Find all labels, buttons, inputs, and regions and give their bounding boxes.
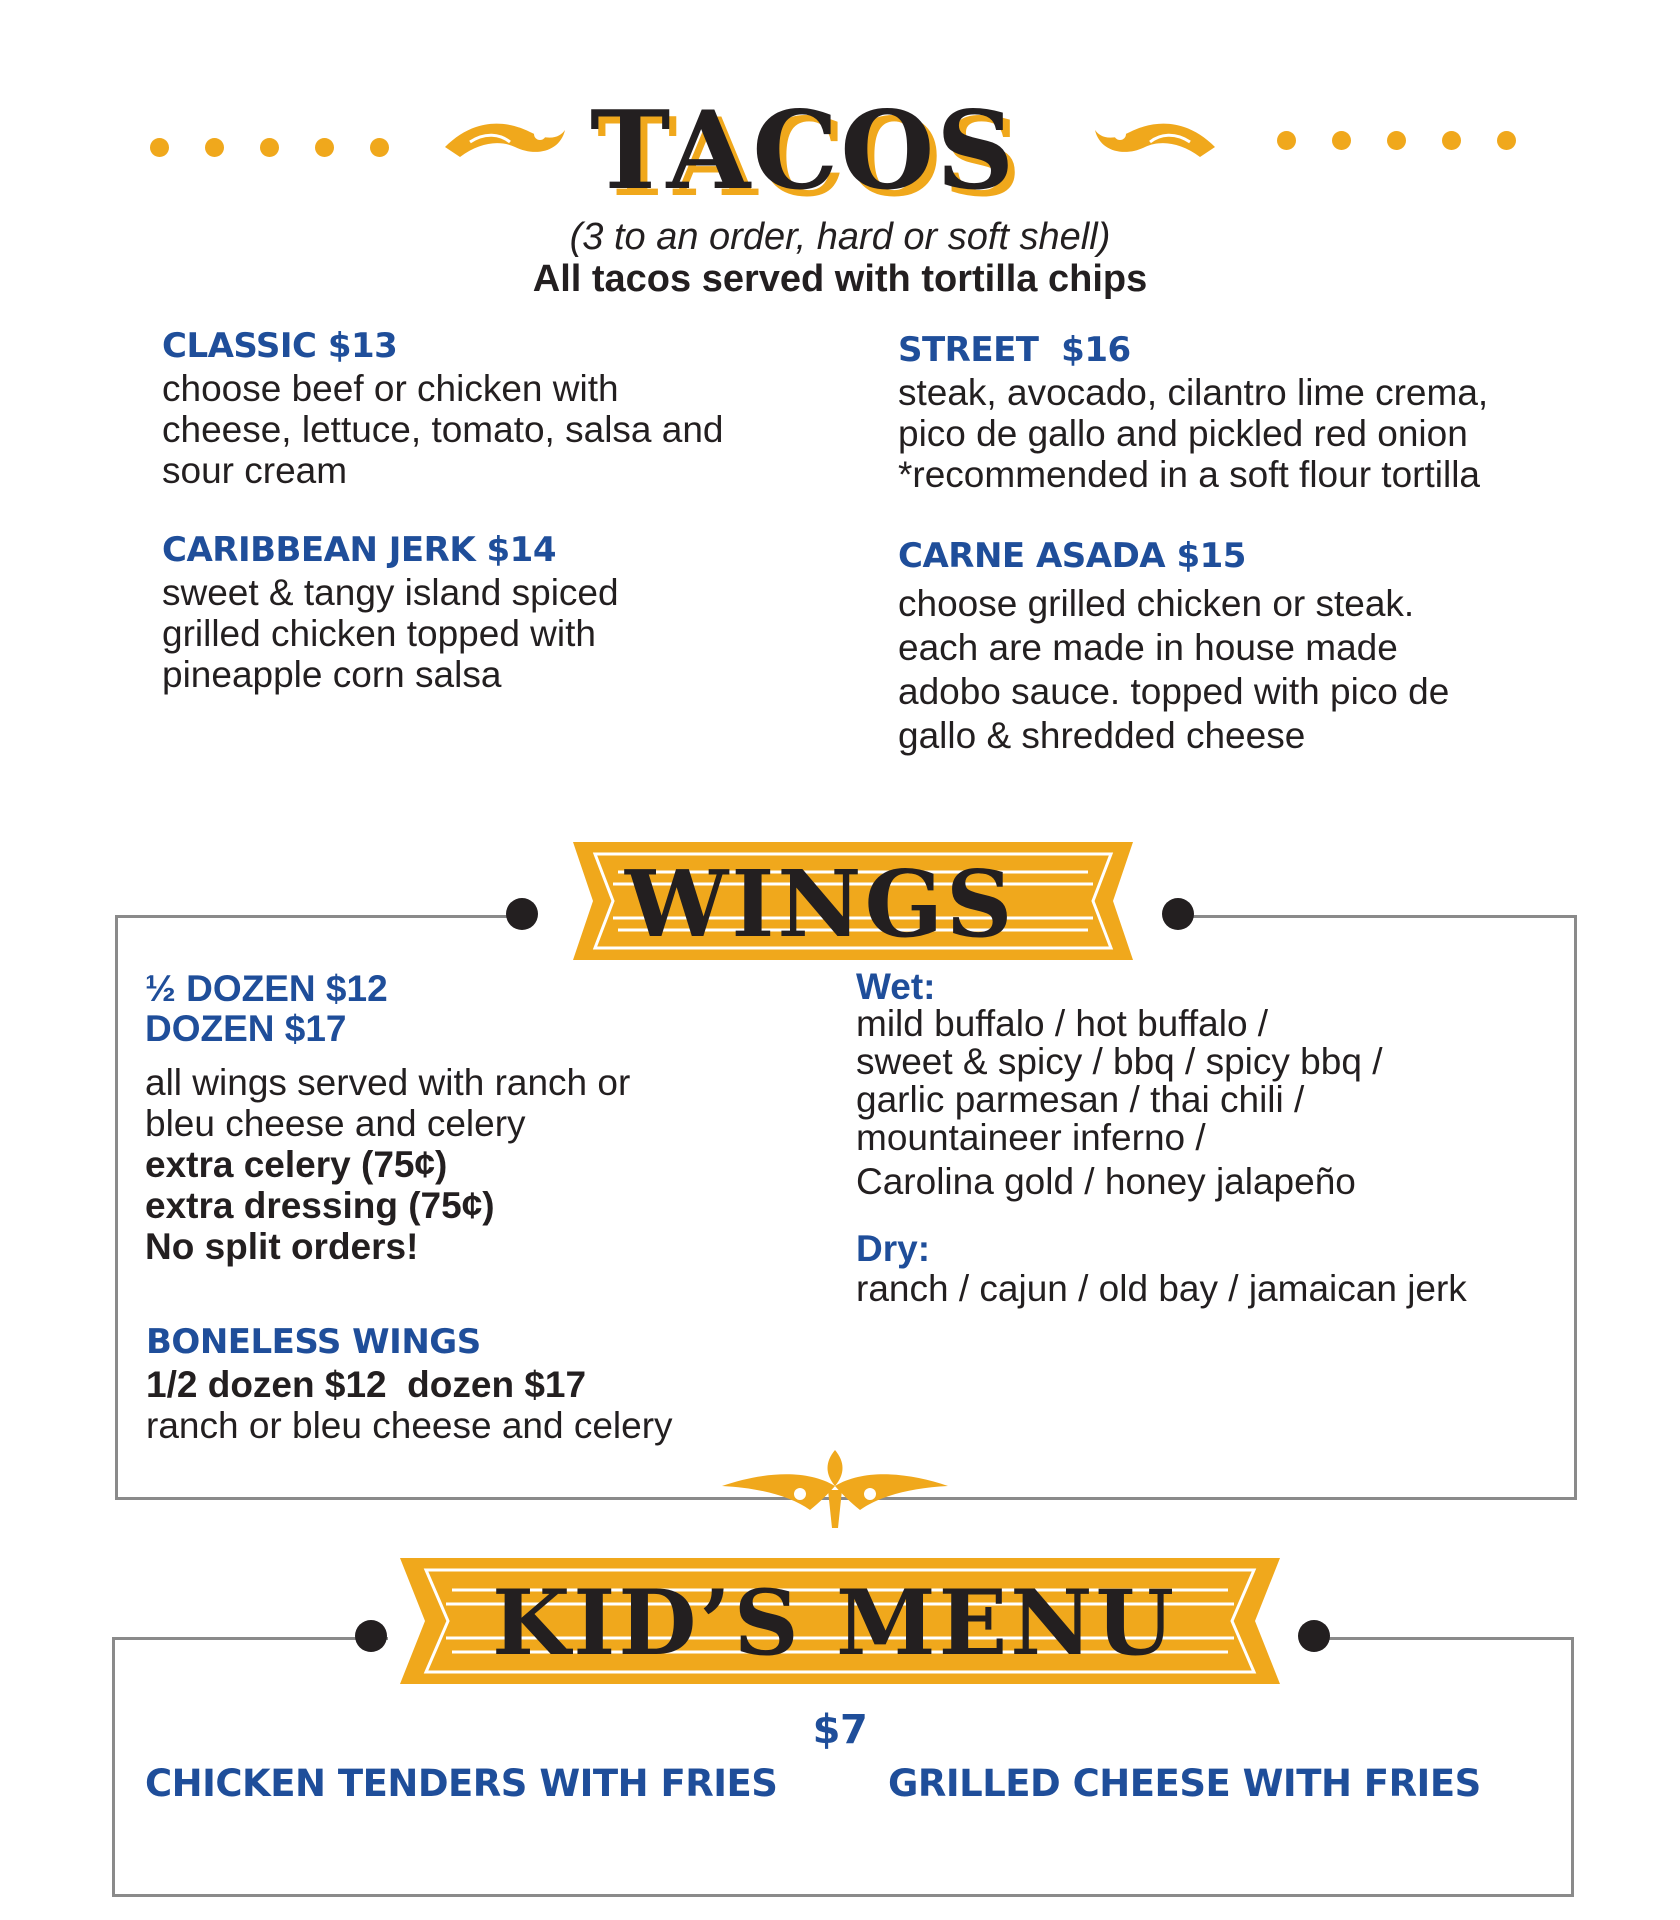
fleur-ornament-icon	[720, 1448, 950, 1530]
half-dozen-price: ½ DOZEN $12	[145, 968, 388, 1009]
decor-dot	[205, 138, 224, 157]
dry-label: Dry:	[856, 1228, 931, 1269]
decor-dot	[1298, 1620, 1330, 1652]
boneless-wings-title: BONELESS WINGS	[146, 1322, 481, 1362]
decor-dot	[150, 138, 169, 157]
decor-dot	[1277, 131, 1296, 150]
dozen-price: DOZEN $17	[145, 1008, 347, 1049]
taco-item-description: sweet & tangy island spiced grilled chicken topped with pineapple corn salsa	[162, 572, 619, 695]
kids-menu-price: $7	[812, 1707, 868, 1753]
decor-dot	[260, 138, 279, 157]
decor-dot	[1162, 898, 1194, 930]
tacos-subtitle: (3 to an order, hard or soft shell)	[569, 216, 1111, 258]
tacos-note: All tacos served with tortilla chips	[532, 258, 1148, 300]
decor-dot	[355, 1620, 387, 1652]
decor-dot	[370, 138, 389, 157]
taco-item-name: CARNE ASADA $15	[898, 536, 1246, 576]
decor-dot	[1442, 131, 1461, 150]
taco-item-description: steak, avocado, cilantro lime crema, pico de gallo and pickled red onion *recommended in a soft flour tortilla	[898, 372, 1489, 495]
taco-item-name: CARIBBEAN JERK $14	[162, 530, 556, 570]
kids-item-chicken-tenders: CHICKEN TENDERS WITH FRIES	[145, 1762, 778, 1805]
wings-served-with: all wings served with ranch or bleu cheese and celery	[145, 1062, 631, 1144]
taco-item-name: CLASSIC $13	[162, 326, 398, 366]
wet-label: Wet:	[856, 966, 936, 1007]
boneless-wings-description: ranch or bleu cheese and celery	[146, 1405, 673, 1446]
kids-menu-title: KID’S MENU	[492, 1570, 1178, 1676]
decor-dot	[315, 138, 334, 157]
taco-item-description: choose beef or chicken with cheese, lettuce, tomato, salsa and sour cream	[162, 368, 724, 491]
left-flourish-icon	[440, 112, 570, 172]
decor-dot	[506, 898, 538, 930]
wet-flavors: mild buffalo / hot buffalo / sweet & spicy / bbq / spicy bbq / garlic parmesan / thai chili / mountaineer inferno / Carolina gold / honey jalapeño	[856, 1003, 1383, 1202]
boneless-wings-price: 1/2 dozen $12 dozen $17	[146, 1364, 587, 1405]
right-flourish-icon	[1090, 112, 1220, 172]
wings-extras: extra celery (75¢) extra dressing (75¢) No split orders!	[145, 1144, 495, 1267]
wings-title: WINGS	[625, 850, 1016, 958]
decor-dot	[1387, 131, 1406, 150]
decor-dot	[1332, 131, 1351, 150]
taco-item-description: choose grilled chicken or steak. each are made in house made adobo sauce. topped with pico de gallo & shredded cheese	[898, 583, 1450, 756]
taco-item-name: STREET $16	[898, 330, 1131, 370]
dry-flavors: ranch / cajun / old bay / jamaican jerk	[856, 1268, 1467, 1309]
tacos-title: TACOS	[590, 88, 1017, 214]
decor-dot	[1497, 131, 1516, 150]
kids-item-grilled-cheese: GRILLED CHEESE WITH FRIES	[888, 1762, 1481, 1805]
